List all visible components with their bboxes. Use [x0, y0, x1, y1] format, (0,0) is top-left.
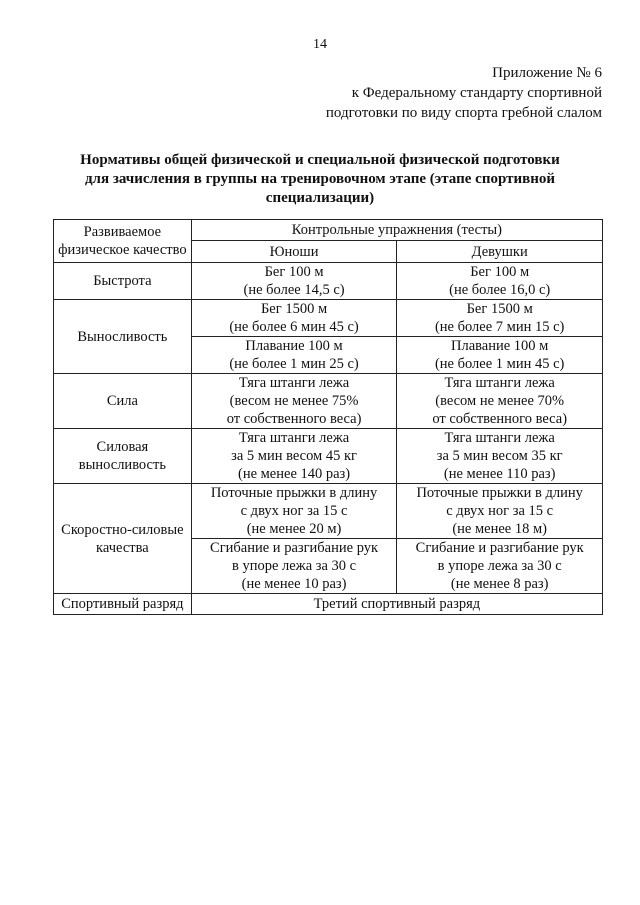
girls-norm-cell: Бег 100 м (не более 16,0 с) [397, 263, 603, 300]
appendix-header [326, 63, 602, 123]
quality-cell: Быстрота [54, 263, 192, 300]
title-line-3: специализации) [265, 190, 375, 206]
table-row [54, 263, 603, 300]
quality-cell: Скоростно-силовые качества [54, 484, 192, 594]
quality-cell: Силовая выносливость [54, 429, 192, 484]
appendix-line-2: к Федеральному стандарту спортивной [351, 85, 602, 101]
title-line-2: для зачисления в группы на тренировочном этапе (этапе спортивной [84, 171, 556, 187]
header-girls: Девушки [397, 241, 603, 263]
table-row [54, 429, 603, 484]
header-quality [54, 220, 192, 263]
girls-norm-cell: Тяга штанги лежа (весом не менее 70% от собственного веса) [397, 374, 603, 429]
girls-norm-cell: Плавание 100 м (не более 1 мин 45 с) [397, 337, 603, 374]
norms-table [53, 219, 603, 615]
appendix-line-1: Приложение № 6 [492, 65, 602, 81]
header-tests: Контрольные упражнения (тесты) [191, 220, 602, 241]
girls-norm-cell: Тяга штанги лежа за 5 мин весом 35 кг (не менее 110 раз) [397, 429, 603, 484]
rank-value-cell: Третий спортивный разряд [191, 594, 602, 615]
boys-norm-cell: Поточные прыжки в длину с двух ног за 15 с (не менее 20 м) [191, 484, 397, 539]
document-title [60, 151, 580, 208]
girls-norm-cell: Сгибание и разгибание рук в упоре лежа за 30 с (не менее 8 раз) [397, 539, 603, 594]
quality-cell: Сила [54, 374, 192, 429]
title-line-1: Нормативы общей физической и специальной физической подготовки [80, 152, 560, 168]
table-row [54, 300, 603, 337]
page-number: 14 [313, 37, 327, 52]
appendix-line-3: подготовки по виду спорта гребной слалом [325, 105, 602, 121]
table-row [54, 594, 603, 615]
header-quality-line-1: Развиваемое [83, 224, 162, 240]
table-row [54, 484, 603, 539]
boys-norm-cell: Тяга штанги лежа за 5 мин весом 45 кг (не менее 140 раз) [191, 429, 397, 484]
boys-norm-cell: Тяга штанги лежа (весом не менее 75% от собственного веса) [191, 374, 397, 429]
boys-norm-cell: Бег 1500 м (не более 6 мин 45 с) [191, 300, 397, 337]
table-header-row [54, 220, 603, 241]
header-boys: Юноши [191, 241, 397, 263]
boys-norm-cell: Плавание 100 м (не более 1 мин 25 с) [191, 337, 397, 374]
quality-cell: Выносливость [54, 300, 192, 374]
boys-norm-cell: Сгибание и разгибание рук в упоре лежа за 30 с (не менее 10 раз) [191, 539, 397, 594]
table-row [54, 374, 603, 429]
header-quality-line-2: физическое качество [58, 242, 187, 258]
boys-norm-cell: Бег 100 м (не более 14,5 с) [191, 263, 397, 300]
girls-norm-cell: Бег 1500 м (не более 7 мин 15 с) [397, 300, 603, 337]
quality-cell: Спортивный разряд [54, 594, 192, 615]
girls-norm-cell: Поточные прыжки в длину с двух ног за 15 с (не менее 18 м) [397, 484, 603, 539]
